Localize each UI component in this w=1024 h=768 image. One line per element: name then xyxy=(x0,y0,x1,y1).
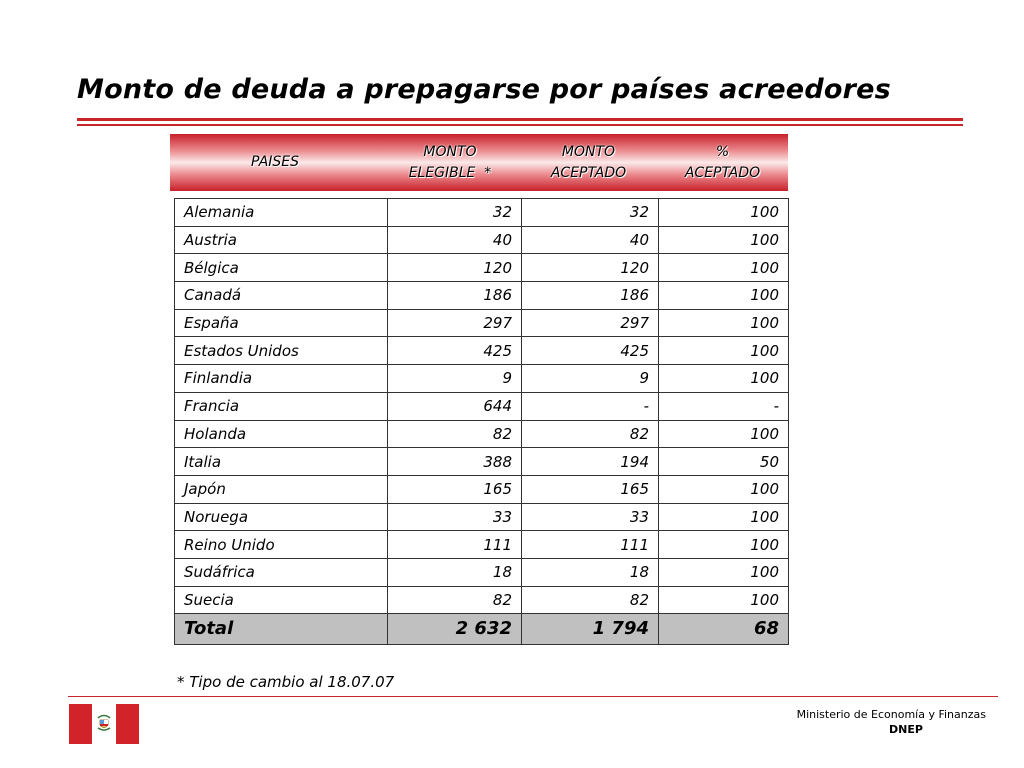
table-total-row xyxy=(175,614,789,645)
cell-pct-aceptado: 100 xyxy=(659,199,789,227)
cell-monto-aceptado: 111 xyxy=(522,531,659,559)
total-cell-country: Total xyxy=(175,614,388,645)
coat-of-arms-icon xyxy=(95,714,113,732)
cell-pct-aceptado: 100 xyxy=(659,226,789,254)
cell-country: Noruega xyxy=(175,503,388,531)
cell-pct-aceptado: 100 xyxy=(659,420,789,448)
cell-monto-aceptado: 194 xyxy=(522,448,659,476)
table-row xyxy=(175,337,789,365)
table-row xyxy=(175,392,789,420)
peru-flag-icon xyxy=(69,704,139,744)
cell-monto-aceptado: 186 xyxy=(522,282,659,310)
footnote: * Tipo de cambio al 18.07.07 xyxy=(177,673,395,691)
title-underline-bottom xyxy=(77,124,963,126)
debt-table xyxy=(174,198,789,645)
cell-country: Sudáfrica xyxy=(175,558,388,586)
cell-pct-aceptado: 100 xyxy=(659,282,789,310)
cell-country: Estados Unidos xyxy=(175,337,388,365)
table-row xyxy=(175,199,789,227)
cell-pct-aceptado: 100 xyxy=(659,337,789,365)
cell-monto-elegible: 297 xyxy=(388,309,522,337)
total-cell-pct-aceptado: 68 xyxy=(659,614,789,645)
table-row xyxy=(175,420,789,448)
cell-country: Bélgica xyxy=(175,254,388,282)
table-row xyxy=(175,586,789,614)
cell-pct-aceptado: 50 xyxy=(659,448,789,476)
cell-monto-elegible: 18 xyxy=(388,558,522,586)
cell-monto-aceptado: 120 xyxy=(522,254,659,282)
table-row xyxy=(175,309,789,337)
header-paises: PAISES xyxy=(250,154,300,170)
table-row xyxy=(175,503,789,531)
cell-pct-aceptado: 100 xyxy=(659,254,789,282)
cell-pct-aceptado: 100 xyxy=(659,503,789,531)
table-row xyxy=(175,558,789,586)
cell-country: Holanda xyxy=(175,420,388,448)
cell-monto-elegible: 82 xyxy=(388,586,522,614)
cell-country: Japón xyxy=(175,475,388,503)
cell-monto-aceptado: 33 xyxy=(522,503,659,531)
total-cell-monto-elegible: 2 632 xyxy=(388,614,522,645)
cell-country: Austria xyxy=(175,226,388,254)
cell-monto-elegible: 186 xyxy=(388,282,522,310)
cell-pct-aceptado: 100 xyxy=(659,586,789,614)
cell-country: Suecia xyxy=(175,586,388,614)
cell-monto-elegible: 388 xyxy=(388,448,522,476)
cell-country: Italia xyxy=(175,448,388,476)
cell-country: Francia xyxy=(175,392,388,420)
footer-divider xyxy=(68,696,998,697)
cell-monto-aceptado: 297 xyxy=(522,309,659,337)
table-header xyxy=(170,134,788,191)
cell-monto-aceptado: 82 xyxy=(522,586,659,614)
ministry-name: Ministerio de Economía y Finanzas xyxy=(796,708,986,721)
cell-monto-elegible: 644 xyxy=(388,392,522,420)
ministry-unit: DNEP xyxy=(889,723,923,736)
cell-monto-elegible: 120 xyxy=(388,254,522,282)
table-row xyxy=(175,475,789,503)
cell-monto-elegible: 9 xyxy=(388,365,522,393)
slide-title: Monto de deuda a prepagarse por países acreedores xyxy=(77,74,891,105)
cell-monto-elegible: 82 xyxy=(388,420,522,448)
cell-monto-aceptado: 425 xyxy=(522,337,659,365)
cell-pct-aceptado: 100 xyxy=(659,475,789,503)
cell-country: Alemania xyxy=(175,199,388,227)
cell-monto-elegible: 425 xyxy=(388,337,522,365)
cell-monto-elegible: 165 xyxy=(388,475,522,503)
cell-monto-aceptado: 40 xyxy=(522,226,659,254)
cell-monto-aceptado: - xyxy=(522,392,659,420)
footer-ministry xyxy=(786,707,986,737)
cell-monto-aceptado: 9 xyxy=(522,365,659,393)
cell-monto-elegible: 111 xyxy=(388,531,522,559)
cell-monto-aceptado: 165 xyxy=(522,475,659,503)
cell-pct-aceptado: 100 xyxy=(659,558,789,586)
total-cell-monto-aceptado: 1 794 xyxy=(522,614,659,645)
cell-monto-elegible: 32 xyxy=(388,199,522,227)
title-underline-top xyxy=(77,118,963,121)
table-row xyxy=(175,365,789,393)
table-row xyxy=(175,254,789,282)
table-row xyxy=(175,282,789,310)
cell-pct-aceptado: 100 xyxy=(659,309,789,337)
cell-monto-aceptado: 32 xyxy=(522,199,659,227)
cell-country: Finlandia xyxy=(175,365,388,393)
cell-monto-aceptado: 18 xyxy=(522,558,659,586)
cell-monto-elegible: 40 xyxy=(388,226,522,254)
cell-country: España xyxy=(175,309,388,337)
header-monto-aceptado: MONTO ACEPTADO xyxy=(550,143,627,181)
cell-pct-aceptado: 100 xyxy=(659,531,789,559)
table-row xyxy=(175,226,789,254)
header-monto-elegible: MONTO ELEGIBLE * xyxy=(408,143,492,181)
cell-pct-aceptado: 100 xyxy=(659,365,789,393)
table-row xyxy=(175,448,789,476)
cell-monto-aceptado: 82 xyxy=(522,420,659,448)
cell-country: Reino Unido xyxy=(175,531,388,559)
cell-country: Canadá xyxy=(175,282,388,310)
cell-pct-aceptado: - xyxy=(659,392,789,420)
header-pct-aceptado: % ACEPTADO xyxy=(684,143,761,181)
cell-monto-elegible: 33 xyxy=(388,503,522,531)
table-row xyxy=(175,531,789,559)
